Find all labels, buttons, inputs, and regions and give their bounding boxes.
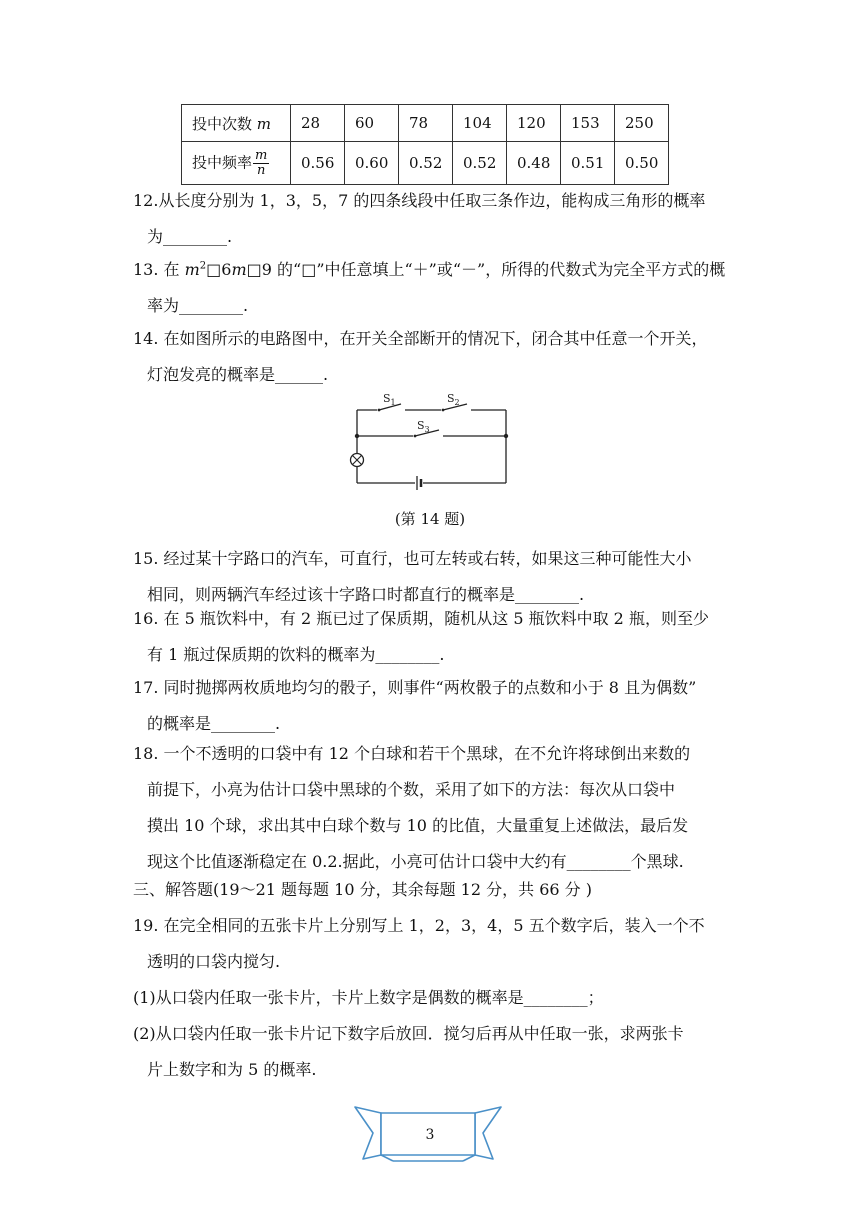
figure-caption: (第 14 题) bbox=[394, 510, 466, 528]
question-16: 16. 在 5 瓶饮料中，有 2 瓶已过了保质期，随机从这 5 瓶饮料中取 2 瓶，则至少 有 1 瓶过保质期的饮料的概率为________. bbox=[133, 609, 709, 664]
table-cell: 0.48 bbox=[507, 142, 561, 185]
frequency-table bbox=[181, 104, 669, 185]
bulb-icon bbox=[351, 454, 364, 467]
row-header-hits: 投中次数 m bbox=[182, 105, 291, 142]
table-cell: 0.60 bbox=[345, 142, 399, 185]
table-cell: 0.50 bbox=[615, 142, 669, 185]
question-15: 15. 经过某十字路口的汽车，可直行，也可左转或右转，如果这三种可能性大小 相同，则两辆汽车经过该十字路口时都直行的概率是________. bbox=[133, 549, 692, 604]
row-header-frequency: 投中频率 $\frac{m}{n}$ bbox=[182, 142, 291, 185]
table-cell: 104 bbox=[453, 105, 507, 142]
svg-text:S1: $S_1$ bbox=[383, 392, 396, 407]
section-heading: 三、解答题(19～21 题每题 10 分，其余每题 12 分，共 66 分 ) bbox=[133, 880, 592, 899]
table-cell: 0.56 bbox=[291, 142, 345, 185]
question-12: 12.从长度分别为 1，3，5，7 的四条线段中任取三条作边，能构成三角形的概率 为________. bbox=[133, 191, 706, 246]
table-cell: 78 bbox=[399, 105, 453, 142]
question-18: 18. 一个不透明的口袋中有 12 个白球和若干个黑球，在不允许将球倒出来数的 前提下，小亮为估计口袋中黑球的个数，采用了如下的方法：每次从口袋中 摸出 10 个球，求出其中白球个数与 10 的比值，大量重复上述做法，最后发 现这个比值逐渐稳定在 0.2.据此，小亮可估计口袋中大约有________个黑球. bbox=[133, 744, 691, 871]
question-14: 14. 在如图所示的电路图中，在开关全部断开的情况下，闭合其中任意一个开关， 灯泡发亮的概率是______. bbox=[133, 329, 708, 384]
question-19: 19. 在完全相同的五张卡片上分别写上 1，2，3，4，5 五个数字后，装入一个不 透明的口袋内搅匀. (1)从口袋内任取一张卡片，卡片上数字是偶数的概率是________； (2)从口袋内任取一张卡片记下数字后放回．搅匀后再从中任取一张，求两张卡 片上数字和为 5 的概率. bbox=[133, 916, 705, 1079]
switch-label-s3: S bbox=[417, 419, 425, 432]
table-row bbox=[182, 142, 669, 185]
switch-label-s1: S bbox=[383, 392, 391, 405]
table-cell: 28 bbox=[291, 105, 345, 142]
circuit-diagram bbox=[345, 390, 520, 498]
table-cell: 0.52 bbox=[399, 142, 453, 185]
table-cell: 250 bbox=[615, 105, 669, 142]
table-cell: 153 bbox=[561, 105, 615, 142]
svg-text:S2: $S_2$ bbox=[447, 392, 460, 407]
table-row bbox=[182, 105, 669, 142]
table-cell: 0.52 bbox=[453, 142, 507, 185]
battery-icon bbox=[417, 476, 421, 490]
svg-text:S3: $S_3$ bbox=[417, 419, 430, 434]
table-cell: 0.51 bbox=[561, 142, 615, 185]
table-cell: 60 bbox=[345, 105, 399, 142]
question-17: 17. 同时抛掷两枚质地均匀的骰子，则事件“两枚骰子的点数和小于 8 且为偶数” 的概率是________. bbox=[133, 678, 697, 733]
question-13: 13. 在 $m^2□6m□9$ 的“□”中任意填上“＋”或“－”，所得的代数式为完全平方式的概 率为________. bbox=[133, 260, 726, 315]
fraction: $\frac{m}{n}$ bbox=[255, 147, 268, 178]
switch-label-s2: S bbox=[447, 392, 455, 405]
table-cell: 120 bbox=[507, 105, 561, 142]
page-number: 3 bbox=[425, 1127, 435, 1143]
